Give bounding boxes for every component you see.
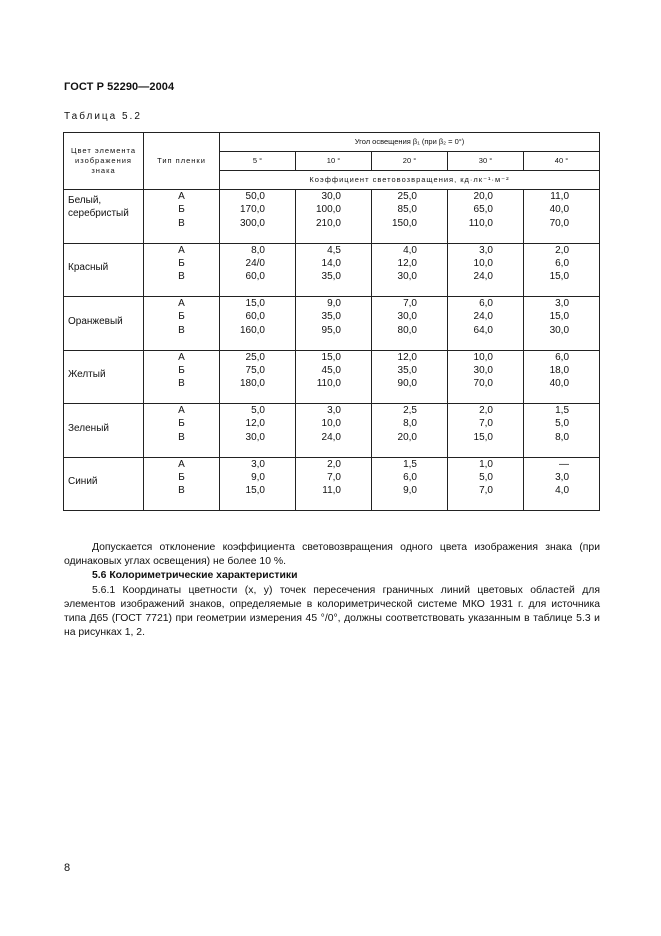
- retroreflection-table: [63, 132, 600, 511]
- film-type-cell-line: Б: [178, 257, 185, 269]
- value-cell-line: 2,5: [403, 405, 417, 416]
- value-cell: [296, 243, 372, 297]
- value-cell-line: 15,0: [549, 311, 570, 323]
- value-cell: [524, 350, 600, 404]
- value-cell: [220, 457, 296, 511]
- value-cell-line: 150,0: [391, 217, 417, 229]
- angle-header: 5 °: [220, 152, 296, 171]
- film-type-cell: [144, 404, 220, 458]
- value-cell-line: 24/0: [245, 257, 265, 269]
- film-type-cell-line: А: [178, 351, 185, 363]
- angle-header: 30 °: [448, 152, 524, 171]
- value-cell-line: 2,0: [555, 244, 570, 256]
- value-cell-line: 15,0: [473, 431, 493, 443]
- table-caption: Таблица 5.2: [64, 111, 142, 122]
- value-cell-line: 180,0: [239, 378, 265, 390]
- film-type-cell-line: В: [178, 324, 185, 336]
- value-cell: [448, 404, 524, 458]
- table-row: [64, 190, 600, 244]
- value-cell-line: 9,0: [403, 485, 417, 497]
- value-cell-line: 6,0: [479, 298, 493, 309]
- value-cell: [524, 190, 600, 244]
- value-cell-line: 25,0: [245, 351, 265, 363]
- color-name-cell: Желтый: [64, 350, 144, 404]
- value-cell-line: 64,0: [473, 324, 493, 336]
- film-type-cell-line: Б: [178, 204, 185, 216]
- color-name-cell: Синий: [64, 457, 144, 511]
- color-name-cell: Зеленый: [64, 404, 144, 458]
- value-cell-line: 10,0: [321, 418, 341, 430]
- film-type-cell-line: В: [178, 271, 185, 283]
- page-number: 8: [64, 862, 71, 874]
- value-cell-line: 11,0: [322, 485, 341, 497]
- film-type-cell: [144, 243, 220, 297]
- value-cell: [524, 297, 600, 351]
- value-cell-line: 3,0: [479, 244, 493, 256]
- value-cell: [372, 350, 448, 404]
- table-row: [64, 404, 600, 458]
- value-cell-line: 2,0: [327, 458, 341, 470]
- value-cell-line: 14,0: [321, 257, 341, 269]
- value-cell-line: 35,0: [321, 311, 341, 323]
- document-header: ГОСТ Р 52290—2004: [64, 81, 175, 93]
- value-cell-line: 4,5: [327, 244, 341, 256]
- value-cell-line: 45,0: [321, 364, 341, 376]
- value-cell: [372, 190, 448, 244]
- value-cell-line: 12,0: [245, 418, 265, 430]
- film-type-cell-line: В: [178, 431, 185, 443]
- value-cell-line: 300,0: [239, 217, 265, 229]
- value-cell-line: 12,0: [397, 257, 417, 269]
- film-type-cell: [144, 297, 220, 351]
- value-cell-line: 24,0: [473, 311, 493, 323]
- value-cell-line: —: [559, 458, 570, 470]
- value-cell-line: 60,0: [245, 311, 265, 323]
- value-cell: [296, 404, 372, 458]
- tolerance-paragraph: Допускается отклонение коэффициента световозвращения одного цвета изображения знака (при одинаковых углах освещения) не более 10 %.: [64, 542, 600, 567]
- film-type-cell-line: Б: [178, 418, 185, 430]
- value-cell-line: 7,0: [403, 298, 417, 309]
- film-type-cell-line: В: [178, 378, 185, 390]
- value-cell: [220, 243, 296, 297]
- value-cell-line: 95,0: [321, 324, 341, 336]
- value-cell-line: 6,0: [555, 351, 570, 363]
- value-cell-line: 20,0: [473, 191, 493, 202]
- value-cell-line: 40,0: [549, 204, 570, 216]
- value-cell-line: 15,0: [321, 351, 341, 363]
- value-cell-line: 15,0: [549, 271, 570, 283]
- value-cell-line: 30,0: [245, 431, 265, 443]
- value-cell: [448, 243, 524, 297]
- value-cell-line: 18,0: [549, 364, 570, 376]
- value-cell-line: 7,0: [327, 471, 341, 483]
- value-cell-line: 9,0: [251, 471, 265, 483]
- value-cell-line: 75,0: [245, 364, 265, 376]
- value-cell: [296, 190, 372, 244]
- value-cell-line: 50,0: [245, 191, 265, 202]
- value-cell-line: 30,0: [473, 364, 493, 376]
- value-cell-line: 90,0: [397, 378, 417, 390]
- value-cell-line: 24,0: [473, 271, 493, 283]
- value-cell: [524, 457, 600, 511]
- value-cell-line: 9,0: [327, 298, 341, 309]
- value-cell-line: 7,0: [479, 485, 493, 497]
- value-cell: [220, 404, 296, 458]
- value-cell-line: 1,0: [479, 458, 493, 470]
- angle-header: 10 °: [296, 152, 372, 171]
- film-type-cell-line: Б: [178, 311, 185, 323]
- film-type-cell-line: А: [178, 191, 185, 202]
- value-cell-line: 11,0: [550, 191, 570, 202]
- value-cell-line: 1,5: [555, 405, 570, 416]
- value-cell-line: 160,0: [239, 324, 265, 336]
- film-type-cell-line: А: [178, 244, 185, 256]
- value-cell-line: 2,0: [479, 405, 493, 416]
- value-cell-line: 110,0: [316, 378, 341, 390]
- value-cell-line: 12,0: [397, 351, 417, 363]
- value-cell: [372, 243, 448, 297]
- value-cell: [448, 297, 524, 351]
- value-cell-line: 5,0: [479, 471, 493, 483]
- value-cell-line: 80,0: [397, 324, 417, 336]
- film-type-cell-line: А: [178, 458, 185, 470]
- angle-header: 20 °: [372, 152, 448, 171]
- color-column-header: Цвет элемента изображения знака: [64, 133, 144, 190]
- value-cell-line: 5,0: [555, 418, 570, 430]
- value-cell: [372, 404, 448, 458]
- value-cell-line: 30,0: [397, 271, 417, 283]
- value-cell: [448, 350, 524, 404]
- value-cell-line: 4,0: [555, 485, 570, 497]
- value-cell-line: 70,0: [549, 217, 570, 229]
- film-type-cell-line: А: [178, 298, 185, 309]
- table-row: [64, 457, 600, 511]
- table-row: [64, 350, 600, 404]
- value-cell-line: 110,0: [468, 217, 493, 229]
- color-name-cell: Белый, серебристый: [64, 190, 144, 244]
- value-cell-line: 4,0: [403, 244, 417, 256]
- value-cell: [372, 297, 448, 351]
- film-type-cell-line: Б: [178, 471, 185, 483]
- value-cell-line: 40,0: [549, 378, 570, 390]
- value-cell-line: 20,0: [397, 431, 417, 443]
- film-type-cell: [144, 350, 220, 404]
- value-cell-line: 1,5: [403, 458, 417, 470]
- value-cell: [296, 297, 372, 351]
- film-type-cell: [144, 190, 220, 244]
- value-cell: [296, 457, 372, 511]
- film-type-cell: [144, 457, 220, 511]
- value-cell-line: 60,0: [245, 271, 265, 283]
- value-cell-line: 8,0: [403, 418, 417, 430]
- value-cell-line: 10,0: [473, 351, 493, 363]
- value-cell-line: 170,0: [239, 204, 265, 216]
- film-type-cell-line: А: [178, 405, 185, 416]
- unit-header: Коэффициент световозвращения, кд·лк⁻¹·м⁻²: [220, 171, 600, 190]
- section-heading: 5.6 Колориметрические характеристики: [92, 570, 298, 581]
- value-cell-line: 35,0: [397, 364, 417, 376]
- value-cell: [448, 457, 524, 511]
- value-cell-line: 30,0: [549, 324, 570, 336]
- value-cell-line: 24,0: [321, 431, 341, 443]
- value-cell-line: 5,0: [251, 405, 265, 416]
- value-cell: [448, 190, 524, 244]
- value-cell-line: 3,0: [251, 458, 265, 470]
- value-cell-line: 15,0: [245, 298, 265, 309]
- film-type-cell-line: Б: [178, 364, 185, 376]
- value-cell-line: 8,0: [251, 244, 265, 256]
- film-type-cell-line: В: [178, 217, 185, 229]
- angle-group-header: Угол освещения β₁ (при β₂ = 0°): [220, 133, 600, 152]
- angle-header: 40 °: [524, 152, 600, 171]
- film-type-cell-line: В: [178, 485, 185, 497]
- value-cell: [296, 350, 372, 404]
- value-cell: [524, 243, 600, 297]
- value-cell-line: 210,0: [315, 217, 341, 229]
- value-cell: [220, 350, 296, 404]
- value-cell-line: 100,0: [315, 204, 341, 216]
- value-cell-line: 6,0: [555, 257, 570, 269]
- value-cell-line: 65,0: [473, 204, 493, 216]
- value-cell-line: 3,0: [555, 471, 570, 483]
- film-type-column-header: Тип пленки: [144, 133, 220, 190]
- value-cell-line: 30,0: [397, 311, 417, 323]
- value-cell-line: 10,0: [473, 257, 493, 269]
- value-cell-line: 70,0: [473, 378, 493, 390]
- value-cell-line: 35,0: [321, 271, 341, 283]
- value-cell-line: 6,0: [403, 471, 417, 483]
- value-cell-line: 15,0: [245, 485, 265, 497]
- value-cell-line: 3,0: [555, 298, 570, 309]
- value-cell-line: 25,0: [397, 191, 417, 202]
- value-cell-line: 7,0: [479, 418, 493, 430]
- table-row: [64, 297, 600, 351]
- color-name-cell: Красный: [64, 243, 144, 297]
- value-cell: [220, 190, 296, 244]
- color-name-cell: Оранжевый: [64, 297, 144, 351]
- value-cell: [524, 404, 600, 458]
- value-cell: [372, 457, 448, 511]
- value-cell: [220, 297, 296, 351]
- value-cell-line: 3,0: [327, 405, 341, 416]
- value-cell-line: 30,0: [321, 191, 341, 202]
- value-cell-line: 8,0: [555, 431, 570, 443]
- value-cell-line: 85,0: [397, 204, 417, 216]
- table-row: [64, 243, 600, 297]
- chromaticity-paragraph: 5.6.1 Координаты цветности (x, y) точек пересечения граничных линий цветовых областей для элементов изображений знаков, определяемые в колориметрической системе МКО 1931 г. для источника типа Д65 (ГОСТ 7721) при геометрии измерения 45 °/0°, должны соответствовать указанным в таблице 5.3 и на рисунках 1, 2.: [64, 585, 600, 638]
